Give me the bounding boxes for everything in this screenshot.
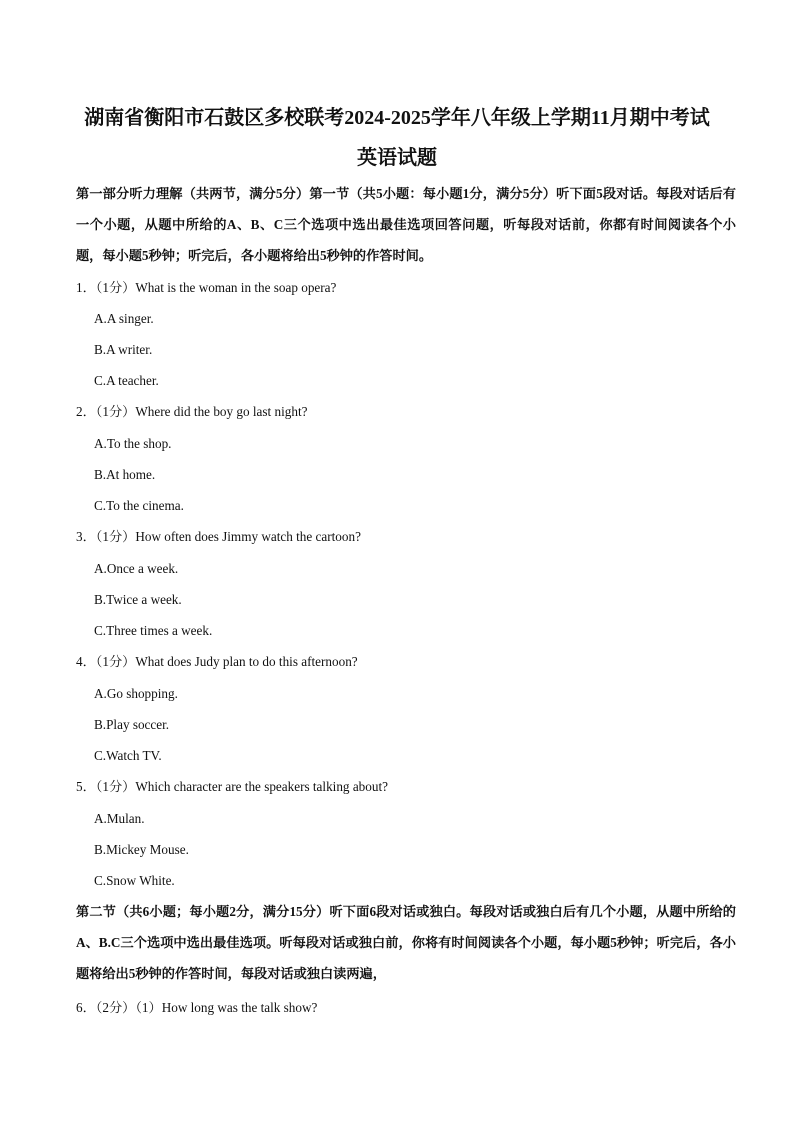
- question-2-option-b: B.At home.: [94, 467, 156, 482]
- question-3-option-b: B.Twice a week.: [94, 592, 182, 607]
- question-5-option-a: A.Mulan.: [94, 811, 145, 826]
- question-4-option-c: C.Watch TV.: [94, 748, 162, 763]
- question-2: 2．（1分）Where did the boy go last night?: [76, 404, 308, 419]
- question-2-option-a: A.To the shop.: [94, 436, 172, 451]
- question-5: 5．（1分）Which character are the speakers talking about?: [76, 779, 388, 794]
- question-3-option-a: A.Once a week.: [94, 561, 179, 576]
- question-6: 6．（2分）（1）How long was the talk show?: [76, 1000, 318, 1015]
- question-4-option-b: B.Play soccer.: [94, 717, 170, 732]
- question-5-option-b: B.Mickey Mouse.: [94, 842, 189, 857]
- question-1: 1．（1分）What is the woman in the soap opera?: [76, 280, 337, 295]
- part1-instructions: 第一部分听力理解（共两节，满分5分）第一节（共5小题：每小题1分，满分5分）听下面5段对话。每段对话后有一个小题，从题中所给的A、B、C三个选项中选出最佳选项回答问题，听每段对话前，你都有时间阅读各个小题，每小题5秒钟；听完后，各小题将给出5秒钟的作答时间。: [76, 186, 736, 263]
- question-4: 4．（1分）What does Judy plan to do this afternoon?: [76, 654, 358, 669]
- exam-title: 湖南省衡阳市石鼓区多校联考2024-2025学年八年级上学期11月期中考试: [84, 107, 710, 129]
- question-4-option-a: A.Go shopping.: [94, 686, 178, 701]
- question-5-option-c: C.Snow White.: [94, 873, 175, 888]
- part2-instructions: 第二节（共6小题；每小题2分，满分15分）听下面6段对话或独白。每段对话或独白后有几个小题，从题中所给的A、B.C三个选项中选出最佳选项。听每段对话或独白前，你将有时间阅读各个小题，每小题5秒钟；听完后，各小题将给出5秒钟的作答时间，每段对话或独白读两遍，: [76, 904, 736, 981]
- question-3: 3．（1分）How often does Jimmy watch the cartoon?: [76, 529, 361, 544]
- question-3-option-c: C.Three times a week.: [94, 623, 213, 638]
- question-2-option-c: C.To the cinema.: [94, 498, 184, 513]
- question-1-option-a: A.A singer.: [94, 311, 154, 326]
- exam-subtitle: 英语试题: [357, 147, 437, 169]
- question-1-option-c: C.A teacher.: [94, 373, 159, 388]
- question-1-option-b: B.A writer.: [94, 342, 153, 357]
